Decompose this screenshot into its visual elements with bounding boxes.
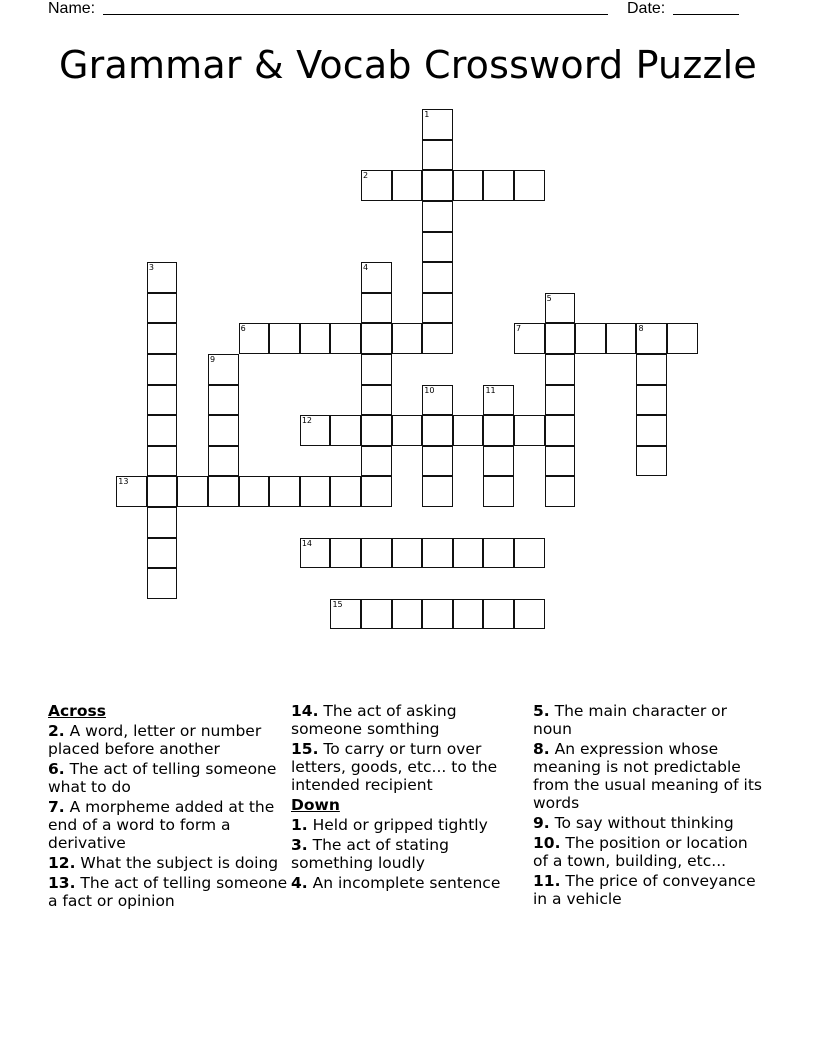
crossword-cell[interactable] (147, 507, 178, 538)
crossword-cell[interactable] (147, 354, 178, 385)
crossword-cell[interactable] (453, 538, 484, 569)
crossword-cell[interactable] (545, 446, 576, 477)
crossword-cell[interactable] (147, 385, 178, 416)
crossword-cell[interactable] (545, 293, 576, 324)
crossword-cell[interactable] (392, 415, 423, 446)
clue-number: 8 (638, 324, 644, 334)
clue-number: 7 (516, 324, 522, 334)
crossword-cell[interactable] (147, 568, 178, 599)
crossword-cell[interactable] (514, 599, 545, 630)
crossword-cell[interactable] (575, 323, 606, 354)
crossword-cell[interactable] (361, 354, 392, 385)
crossword-cell[interactable] (422, 140, 453, 171)
crossword-cell[interactable] (392, 323, 423, 354)
crossword-cell[interactable] (636, 385, 667, 416)
clue-across-6: 6. The act of telling someone what to do (48, 760, 277, 796)
crossword-cell[interactable] (361, 170, 392, 201)
crossword-cell[interactable] (514, 538, 545, 569)
crossword-cell[interactable] (422, 170, 453, 201)
crossword-cell[interactable] (422, 599, 453, 630)
name-label: Name: (48, 0, 96, 17)
clue-down-9: 9. To say without thinking (533, 814, 734, 832)
crossword-cell[interactable] (208, 385, 239, 416)
crossword-cell[interactable] (300, 538, 331, 569)
clue-down-1: 1. Held or gripped tightly (291, 816, 488, 834)
crossword-cell[interactable] (208, 415, 239, 446)
clues-column-2 (291, 702, 531, 894)
clue-across-12: 12. What the subject is doing (48, 854, 279, 872)
crossword-cell[interactable] (208, 446, 239, 477)
crossword-cell[interactable] (361, 538, 392, 569)
clue-across-15: 15. To carry or turn over letters, goods, etc... to the intended recipient (291, 740, 498, 794)
clue-across-2: 2. A word, letter or number placed before another (48, 722, 262, 758)
clue-number: 4 (363, 263, 369, 273)
crossword-cell[interactable] (330, 415, 361, 446)
crossword-cell[interactable] (422, 415, 453, 446)
crossword-cell[interactable] (361, 262, 392, 293)
crossword-cell[interactable] (545, 354, 576, 385)
page-title: Grammar & Vocab Crossword Puzzle (59, 43, 757, 87)
crossword-cell[interactable] (147, 293, 178, 324)
crossword-cell[interactable] (483, 599, 514, 630)
crossword-cell[interactable] (667, 323, 698, 354)
crossword-cell[interactable] (514, 415, 545, 446)
crossword-cell[interactable] (330, 476, 361, 507)
crossword-cell[interactable] (483, 415, 514, 446)
crossword-cell[interactable] (147, 323, 178, 354)
crossword-cell[interactable] (361, 323, 392, 354)
crossword-cell[interactable] (239, 323, 270, 354)
crossword-cell[interactable] (483, 538, 514, 569)
crossword-cell[interactable] (330, 323, 361, 354)
crossword-cell[interactable] (269, 323, 300, 354)
crossword-cell[interactable] (422, 446, 453, 477)
down-heading: Down (291, 796, 340, 814)
clue-down-10: 10. The position or location of a town, building, etc... (533, 834, 748, 870)
crossword-cell[interactable] (300, 323, 331, 354)
crossword-cell[interactable] (422, 385, 453, 416)
clue-across-7: 7. A morpheme added at the end of a word to form a derivative (48, 798, 275, 852)
crossword-cell[interactable] (483, 385, 514, 416)
clues-column-1 (48, 702, 288, 912)
crossword-cell[interactable] (361, 446, 392, 477)
crossword-cell[interactable] (422, 538, 453, 569)
crossword-cell[interactable] (361, 599, 392, 630)
crossword-cell[interactable] (361, 293, 392, 324)
crossword-cell[interactable] (453, 170, 484, 201)
crossword-cell[interactable] (116, 476, 147, 507)
crossword-cell[interactable] (545, 385, 576, 416)
clue-across-13: 13. The act of telling someone a fact or opinion (48, 874, 288, 910)
crossword-cell[interactable] (147, 262, 178, 293)
crossword-cell[interactable] (606, 323, 637, 354)
date-label: Date: (627, 0, 666, 17)
crossword-cell[interactable] (422, 323, 453, 354)
clue-number: 11 (485, 385, 496, 395)
clue-down-8: 8. An expression whose meaning is not predictable from the usual meaning of its words (533, 740, 762, 812)
crossword-cell[interactable] (147, 446, 178, 477)
crossword-cell[interactable] (392, 170, 423, 201)
crossword-cell[interactable] (636, 446, 667, 477)
crossword-cell[interactable] (361, 385, 392, 416)
clue-number: 6 (240, 324, 246, 334)
crossword-cell[interactable] (636, 415, 667, 446)
crossword-cell[interactable] (147, 415, 178, 446)
clue-down-3: 3. The act of stating something loudly (291, 836, 449, 872)
clue-number: 13 (118, 477, 129, 487)
crossword-cell[interactable] (514, 170, 545, 201)
clue-number: 15 (332, 599, 343, 609)
clue-number: 9 (210, 355, 216, 365)
crossword-cell[interactable] (177, 476, 208, 507)
clue-across-14: 14. The act of asking someone somthing (291, 702, 457, 738)
crossword-cell[interactable] (483, 170, 514, 201)
crossword-cell[interactable] (636, 354, 667, 385)
clue-number: 2 (363, 171, 369, 181)
crossword-cell[interactable] (545, 476, 576, 507)
crossword-cell[interactable] (422, 232, 453, 263)
crossword-cell[interactable] (422, 262, 453, 293)
crossword-cell[interactable] (300, 476, 331, 507)
clue-down-11: 11. The price of conveyance in a vehicle (533, 872, 756, 908)
crossword-cell[interactable] (422, 201, 453, 232)
crossword-cell[interactable] (239, 476, 270, 507)
crossword-cell[interactable] (361, 415, 392, 446)
crossword-cell[interactable] (392, 538, 423, 569)
crossword-cell[interactable] (361, 476, 392, 507)
clue-number: 12 (301, 416, 313, 426)
crossword-cell[interactable] (330, 538, 361, 569)
crossword-cell[interactable] (147, 476, 178, 507)
crossword-cell[interactable] (422, 476, 453, 507)
crossword-cell[interactable] (483, 476, 514, 507)
clue-down-4: 4. An incomplete sentence (291, 874, 501, 892)
clue-number: 3 (148, 263, 154, 273)
clue-down-5: 5. The main character or noun (533, 702, 728, 738)
clue-number: 1 (424, 110, 430, 120)
crossword-cell[interactable] (208, 476, 239, 507)
crossword-cell[interactable] (453, 415, 484, 446)
crossword-cell[interactable] (422, 109, 453, 140)
crossword-cell[interactable] (483, 446, 514, 477)
crossword-cell[interactable] (392, 599, 423, 630)
crossword-cell[interactable] (147, 538, 178, 569)
crossword-cell[interactable] (269, 476, 300, 507)
clue-number: 10 (424, 385, 435, 395)
crossword-cell[interactable] (208, 354, 239, 385)
crossword-cell[interactable] (545, 415, 576, 446)
crossword-cell[interactable] (453, 599, 484, 630)
crossword-cell[interactable] (514, 323, 545, 354)
crossword-cell[interactable] (330, 599, 361, 630)
crossword-cell[interactable] (300, 415, 331, 446)
across-heading: Across (48, 702, 106, 720)
clue-number: 14 (301, 538, 313, 548)
clues-column-3 (533, 702, 765, 910)
crossword-cell[interactable] (422, 293, 453, 324)
crossword-cell[interactable] (636, 323, 667, 354)
crossword-cell[interactable] (545, 323, 576, 354)
clue-number: 5 (546, 293, 552, 303)
